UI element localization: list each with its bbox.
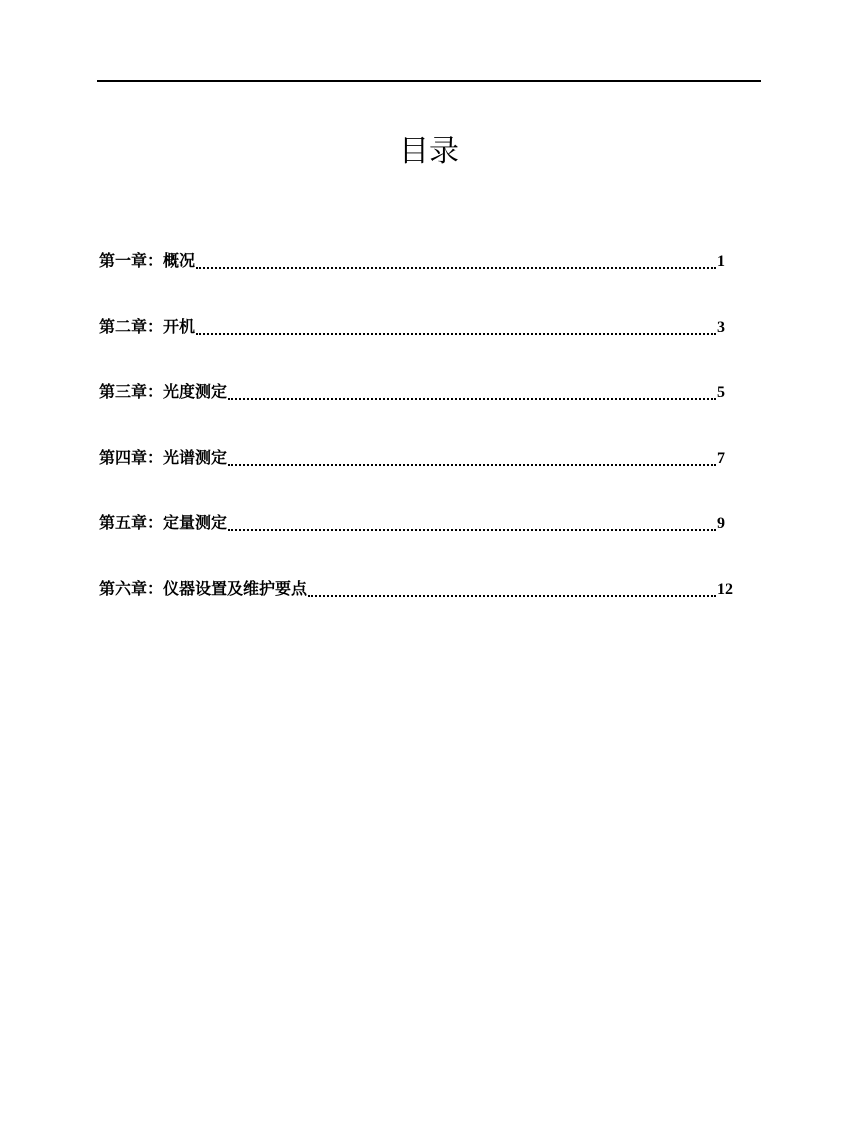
toc-entry-label: 第五章：定量测定 [99,513,228,533]
header-rule [97,80,761,82]
toc-entry-label: 第三章：光度测定 [99,382,228,402]
dot-leader [228,464,716,466]
dot-leader [228,529,716,531]
toc-entry-page-number: 5 [717,384,725,402]
toc-entry-2[interactable] [99,312,739,378]
dot-leader [196,267,716,269]
toc-entry-page-number: 1 [717,253,725,270]
toc-entry-page-number: 9 [717,515,725,533]
dot-leader [228,398,716,400]
dot-leader [196,333,716,335]
toc-entry-label: 第一章：概况 [99,251,196,270]
toc-entry-3[interactable] [99,377,739,443]
toc-entry-6[interactable] [99,574,739,640]
toc-entry-page-number: 7 [717,449,725,467]
toc-entry-5[interactable] [99,508,739,574]
table-of-contents [99,246,739,640]
toc-entry-page-number: 3 [717,318,725,336]
toc-entry-label: 第四章：光谱测定 [99,447,228,467]
dot-leader [308,595,716,597]
page-title: 目录 [399,134,459,169]
toc-entry-page-number: 12 [717,580,733,598]
toc-entry-label: 第六章：仪器设置及维护要点 [99,578,308,598]
toc-entry-1[interactable] [99,246,739,312]
toc-entry-4[interactable] [99,443,739,509]
toc-entry-label: 第二章：开机 [99,316,196,336]
